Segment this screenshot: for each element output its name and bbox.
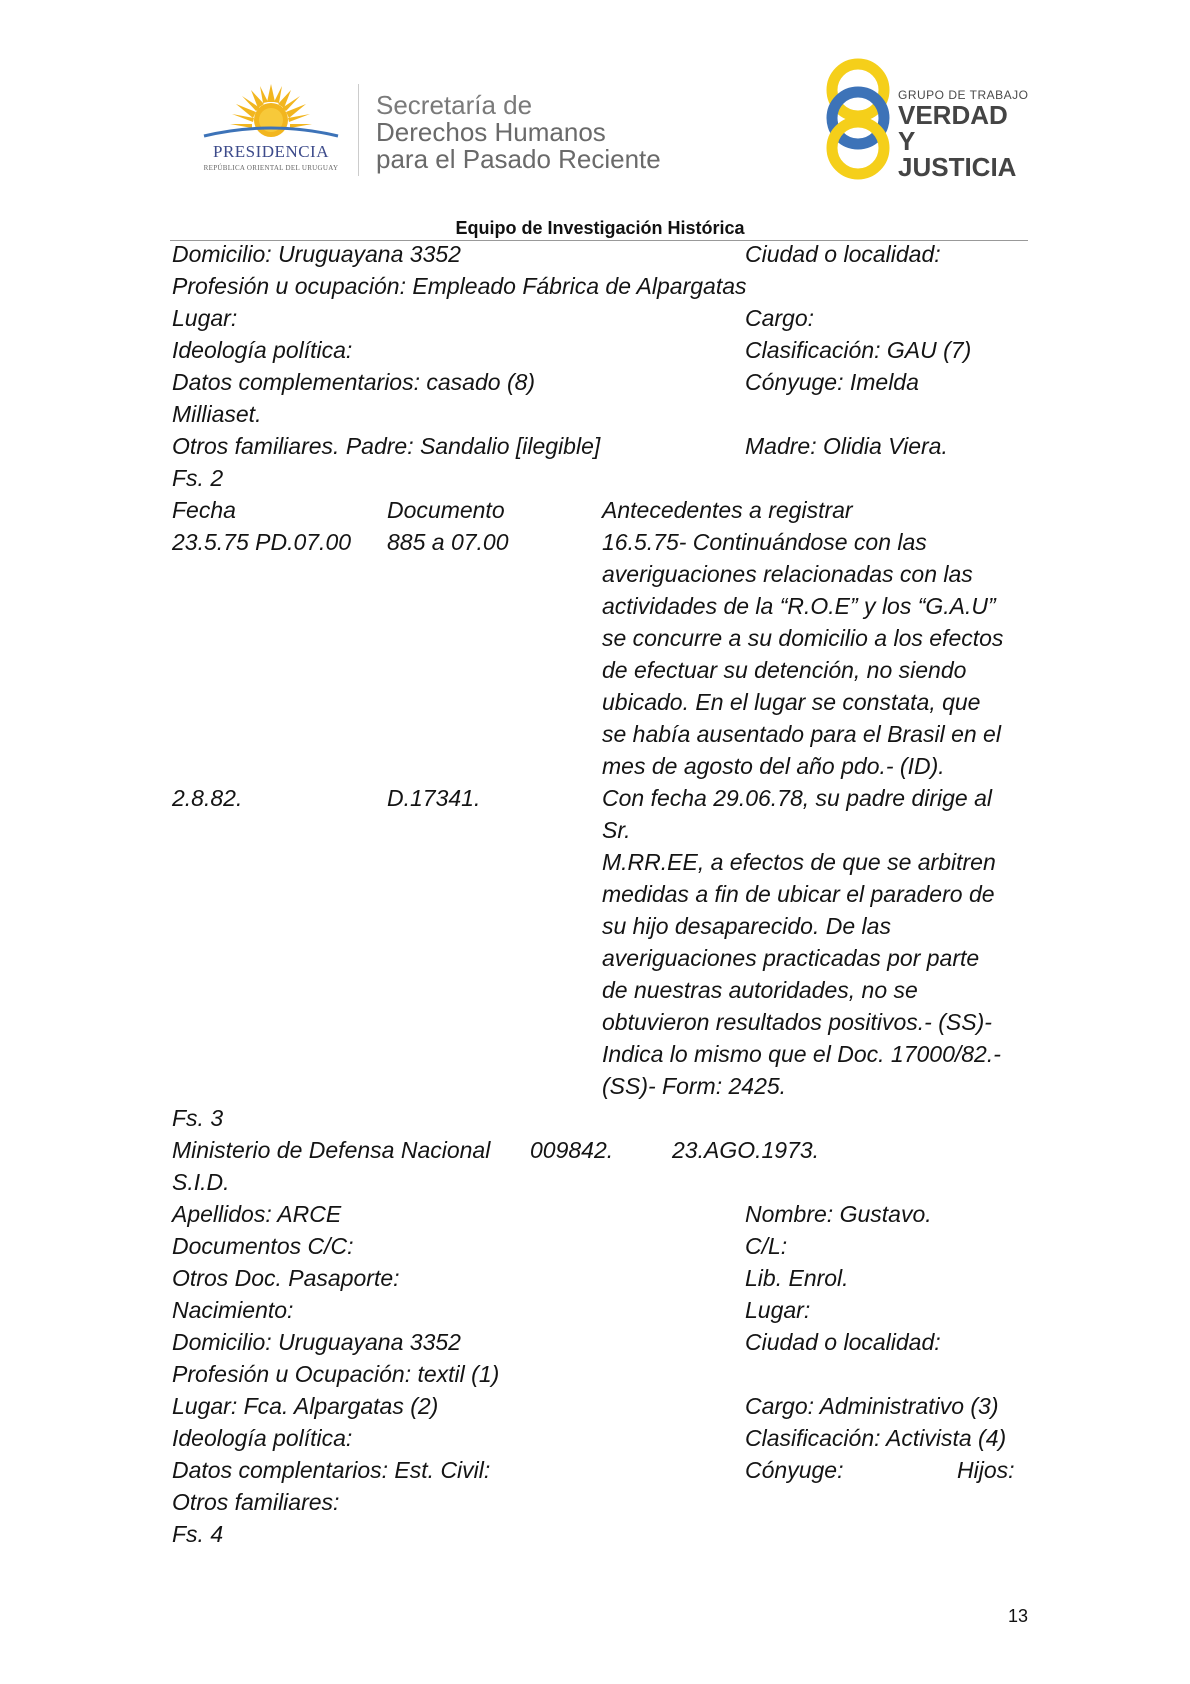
row-1-line: ubicado. En el lugar se constata, que: [602, 689, 981, 715]
folio-2: Fs. 2: [172, 465, 224, 491]
grupo-text: [898, 88, 1030, 180]
conyuge-continuation: Milliaset.: [172, 401, 262, 427]
sid: S.I.D.: [172, 1169, 230, 1195]
row-2-documento: D.17341.: [387, 785, 481, 811]
row-2-line: (SS)- Form: 2425.: [602, 1073, 787, 1099]
presidencia-subtitle: REPÚBLICA ORIENTAL DEL URUGUAY: [203, 164, 339, 172]
row-1-fecha: 23.5.75 PD.07.00: [172, 529, 352, 555]
domicilio: Domicilio: Uruguayana 3352: [172, 241, 461, 267]
row-1-line: averiguaciones relacionadas con las: [602, 561, 973, 587]
row-2-line: Indica lo mismo que el Doc. 17000/82.-: [602, 1041, 1001, 1067]
verdad-justicia-logo: [820, 56, 1030, 182]
cargo: Cargo:: [745, 305, 815, 331]
madre: Madre: Olidia Viera.: [745, 433, 948, 459]
otros-doc: Otros Doc. Pasaporte:: [172, 1265, 400, 1291]
sun-icon: [196, 80, 346, 144]
datos-complementarios: Datos complementarios: casado (8): [172, 369, 536, 395]
row-2-line: Con fecha 29.06.78, su padre dirige al: [602, 785, 992, 811]
apellidos: Apellidos: ARCE: [172, 1201, 342, 1227]
cargo-2: Cargo: Administrativo (3): [745, 1393, 999, 1419]
row-2-fecha: 2.8.82.: [172, 785, 243, 811]
row-1-line: se concurre a su domicilio a los efectos: [602, 625, 1004, 651]
nombre: Nombre: Gustavo.: [745, 1201, 932, 1227]
profesion: Profesión u ocupación: Empleado Fábrica de Alpargatas: [172, 273, 747, 299]
ciudad-2: Ciudad o localidad:: [745, 1329, 941, 1355]
header-fecha: Fecha: [172, 497, 236, 523]
domicilio-2: Domicilio: Uruguayana 3352: [172, 1329, 461, 1355]
row-2-line: medidas a fin de ubicar el paradero de: [602, 881, 995, 907]
otros-familiares: Otros familiares. Padre: Sandalio [ilegible]: [172, 433, 601, 459]
document-date: 23.AGO.1973.: [672, 1137, 820, 1163]
presidencia-logo: [196, 80, 356, 180]
secretaria-line-3: para el Pasado Reciente: [376, 144, 661, 174]
lib-enrol: Lib. Enrol.: [745, 1265, 849, 1291]
lugar-nacimiento: Lugar:: [745, 1297, 811, 1323]
document-number: 009842.: [530, 1137, 614, 1163]
conyuge: Cónyuge: Imelda: [745, 369, 919, 395]
documentos-cc: Documentos C/C:: [172, 1233, 354, 1259]
row-2-line: de nuestras autoridades, no se: [602, 977, 918, 1003]
page-number: 13: [1008, 1606, 1029, 1626]
grupo-small: GRUPO DE TRABAJO: [898, 88, 1029, 102]
folio-3: Fs. 3: [172, 1105, 224, 1131]
row-1-line: 16.5.75- Continuándose con las: [602, 529, 927, 555]
row-2-line: su hijo desaparecido. De las: [602, 913, 891, 939]
lugar-trabajo: Lugar: Fca. Alpargatas (2): [172, 1393, 439, 1419]
folio-4: Fs. 4: [172, 1521, 224, 1547]
row-2-line: obtuvieron resultados positivos.- (SS)-: [602, 1009, 992, 1035]
row-1-line: actividades de la “R.O.E” y los “G.A.U”: [602, 593, 996, 619]
presidencia-name: PRESIDENCIA: [212, 142, 329, 161]
datos-complentarios: Datos complentarios: Est. Civil:: [172, 1457, 491, 1483]
ministerio: Ministerio de Defensa Nacional: [172, 1137, 491, 1163]
secretaria-line-2: Derechos Humanos: [376, 117, 606, 147]
ideologia: Ideología política:: [172, 337, 353, 363]
row-1-line: mes de agosto del año pdo.- (ID).: [602, 753, 945, 779]
cl: C/L:: [745, 1233, 788, 1259]
nacimiento: Nacimiento:: [172, 1297, 294, 1323]
row-2-line: M.RR.EE, a efectos de que se arbitren: [602, 849, 996, 875]
grupo-justicia: JUSTICIA: [898, 152, 1017, 182]
team-title: Equipo de Investigación Histórica: [455, 218, 745, 238]
linked-rings-icon: [820, 56, 896, 182]
secretaria-line-1: Secretaría de: [376, 90, 533, 120]
secretaria-logo-text: [376, 92, 661, 173]
row-2-line: Sr.: [602, 817, 631, 843]
header-divider: [358, 84, 359, 176]
row-1-line: de efectuar su detención, no siendo: [602, 657, 967, 683]
hijos: Hijos:: [957, 1457, 1015, 1483]
row-1-documento: 885 a 07.00: [387, 529, 509, 555]
conyuge-2: Cónyuge:: [745, 1457, 844, 1483]
row-1-line: se había ausentado para el Brasil en el: [602, 721, 1001, 747]
header-documento: Documento: [387, 497, 505, 523]
header-antecedentes: Antecedentes a registrar: [602, 497, 853, 523]
grupo-verdad: VERDAD Y: [898, 100, 1008, 156]
otros-familiares-2: Otros familiares:: [172, 1489, 340, 1515]
profesion-2: Profesión u Ocupación: textil (1): [172, 1361, 500, 1387]
ciudad: Ciudad o localidad:: [745, 241, 941, 267]
ideologia-2: Ideología política:: [172, 1425, 353, 1451]
row-2-line: averiguaciones practicadas por parte: [602, 945, 980, 971]
clasificacion-2: Clasificación: Activista (4): [745, 1425, 1007, 1451]
lugar: Lugar:: [172, 305, 238, 331]
clasificacion: Clasificación: GAU (7): [745, 337, 972, 363]
